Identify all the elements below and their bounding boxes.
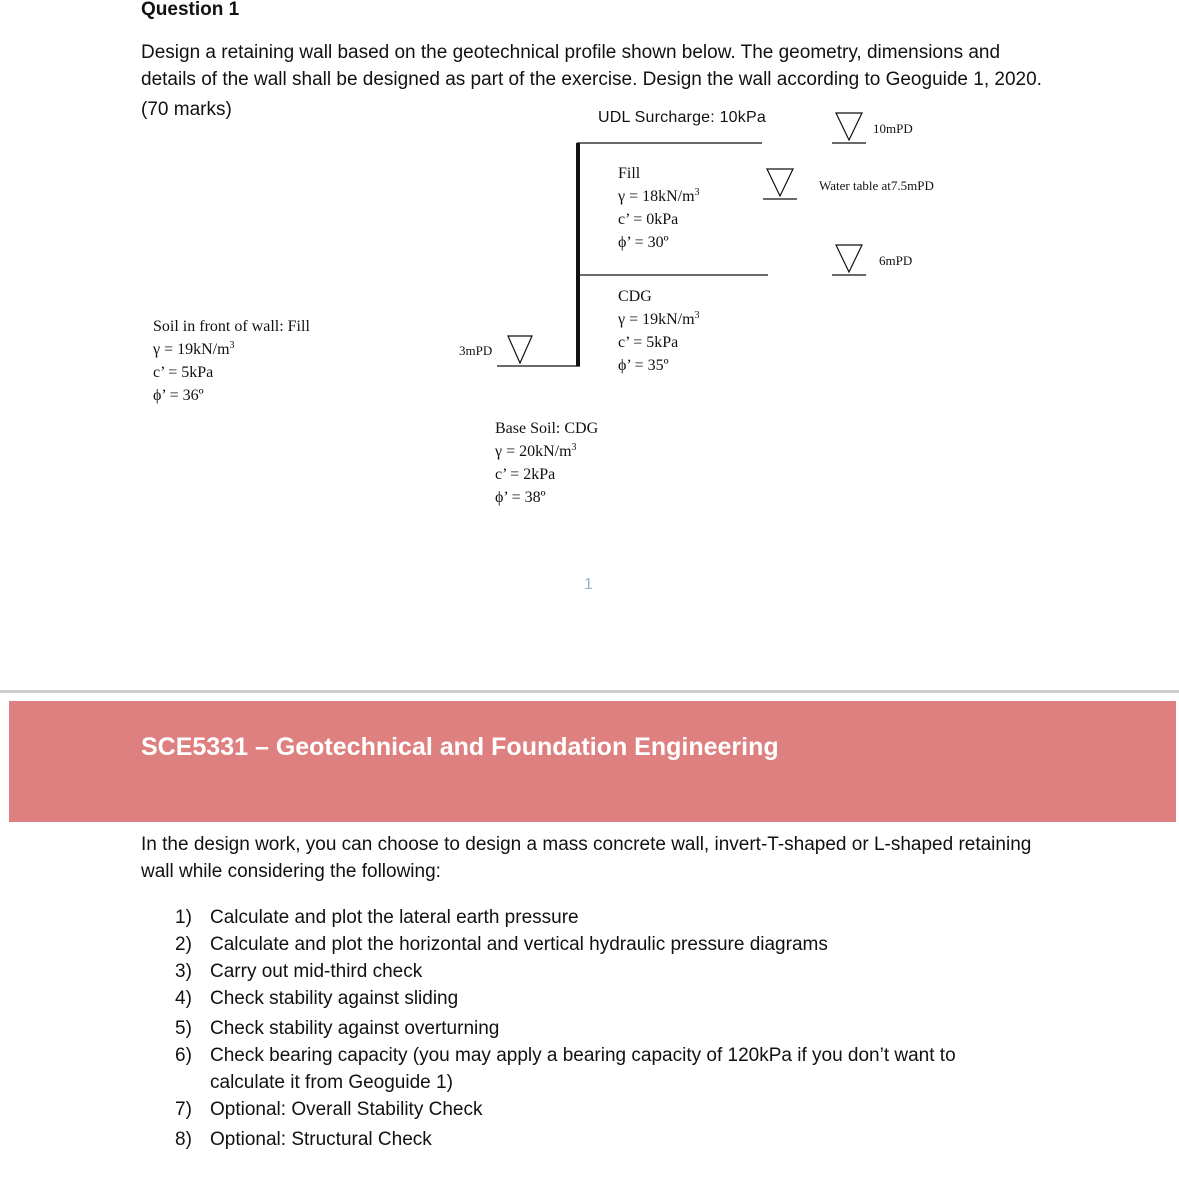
front-soil-cohesion: c’ = 5kPa [153, 364, 214, 381]
task-item: 3) Carry out mid-third check [175, 961, 423, 982]
fill-cohesion: c’ = 0kPa [618, 211, 679, 228]
page-number: 1 [584, 576, 593, 593]
task-item: 7) Optional: Overall Stability Check [175, 1099, 483, 1120]
fill-unit-weight: $\gamma = 18kN/m^3$ [618, 187, 700, 205]
task-item: 6) Check bearing capacity (you may apply a bearing capacity of 120kPa if you don’t want to calculate it from Geoguide 1) [175, 1045, 956, 1093]
fill-friction-angle: ϕ’ = 30º [618, 234, 669, 251]
question-intro: Design a retaining wall based on the geotechnical profile shown below. The geometry, dimensions and details of the wall shall be designed as part of the exercise. Design the wall according to Geoguide 1, 2020. [141, 42, 1042, 90]
cdg-unit-weight: $\gamma = 19kN/m^3$ [618, 310, 700, 328]
task-item: 4) Check stability against sliding [175, 988, 459, 1009]
level-label-6mpd: 6mPD [879, 253, 913, 268]
task-item: 2) Calculate and plot the horizontal and vertical hydraulic pressure diagrams [175, 934, 828, 955]
fill-properties [618, 162, 700, 254]
question-title: Question 1 [141, 0, 240, 20]
task-item: 8) Optional: Structural Check [175, 1129, 432, 1150]
level-marker-3mpd [508, 336, 532, 363]
cdg-friction-angle: ϕ’ = 35º [618, 357, 669, 374]
task-item: 5) Check stability against overturning [175, 1018, 500, 1039]
base-soil-name: Base Soil: CDG [495, 420, 599, 437]
cdg-name: CDG [618, 288, 652, 305]
base-soil-friction-angle: ϕ’ = 38º [495, 489, 546, 506]
page-divider [0, 690, 1179, 693]
front-soil-unit-weight: $\gamma = 19kN/m^3$ [153, 340, 235, 358]
base-soil-cohesion: c’ = 2kPa [495, 466, 556, 483]
cdg-properties [618, 285, 700, 377]
front-soil-properties [153, 315, 310, 407]
level-marker-10mpd [832, 113, 866, 143]
task-item: 1) Calculate and plot the lateral earth pressure [175, 907, 579, 928]
fill-name: Fill [618, 165, 641, 182]
course-title: SCE5331 – Geotechnical and Foundation Engineering [141, 733, 779, 761]
udl-surcharge-label: UDL Surcharge: 10kPa [598, 109, 766, 126]
level-label-10mpd: 10mPD [873, 121, 913, 136]
level-label-3mpd: 3mPD [459, 343, 493, 358]
design-instructions: In the design work, you can choose to design a mass concrete wall, invert-T-shaped or L-shaped retaining wall while considering the following: [141, 834, 1032, 882]
course-banner [9, 701, 1176, 822]
front-soil-name: Soil in front of wall: Fill [153, 318, 310, 335]
task-list [163, 904, 1013, 1153]
front-soil-friction-angle: ϕ’ = 36º [153, 387, 204, 404]
water-table-label: Water table at7.5mPD [819, 178, 934, 193]
question-marks: (70 marks) [141, 99, 232, 120]
level-marker-6mpd [832, 245, 866, 275]
base-soil-unit-weight: $\gamma = 20kN/m^3$ [495, 442, 577, 460]
cdg-cohesion: c’ = 5kPa [618, 334, 679, 351]
base-soil-properties [495, 417, 598, 509]
water-table-marker [763, 169, 797, 199]
